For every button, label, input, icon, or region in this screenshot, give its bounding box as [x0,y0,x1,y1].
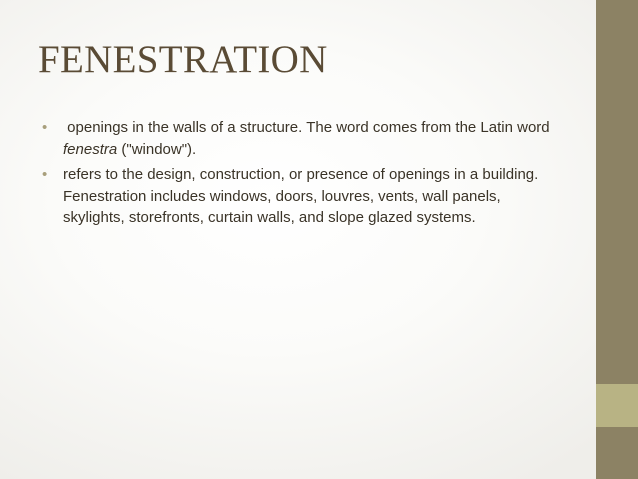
bullet-text: refers to the design, construction, or presence of openings in a building. Fenestration includes windows, doors, louvres, vents, wall panels, skylights, storefronts, curtain walls, and slope glazed systems. [63,166,539,226]
bullet-emphasis: fenestra [63,140,118,158]
sidebar-accent-block [596,384,638,427]
bullet-marker: • [42,119,48,136]
bullet-item [42,164,562,229]
slide-title: FENESTRATION [38,38,328,81]
bullet-text: openings in the walls of a structure. The word comes from the Latin word [63,119,554,136]
sidebar-block [596,427,638,479]
bullet-marker: • [42,166,48,183]
sidebar-block [596,0,638,384]
decorative-sidebar [596,0,638,479]
bullet-text: ("window"). [117,140,197,158]
bullet-list [42,117,562,233]
bullet-item [42,117,562,160]
